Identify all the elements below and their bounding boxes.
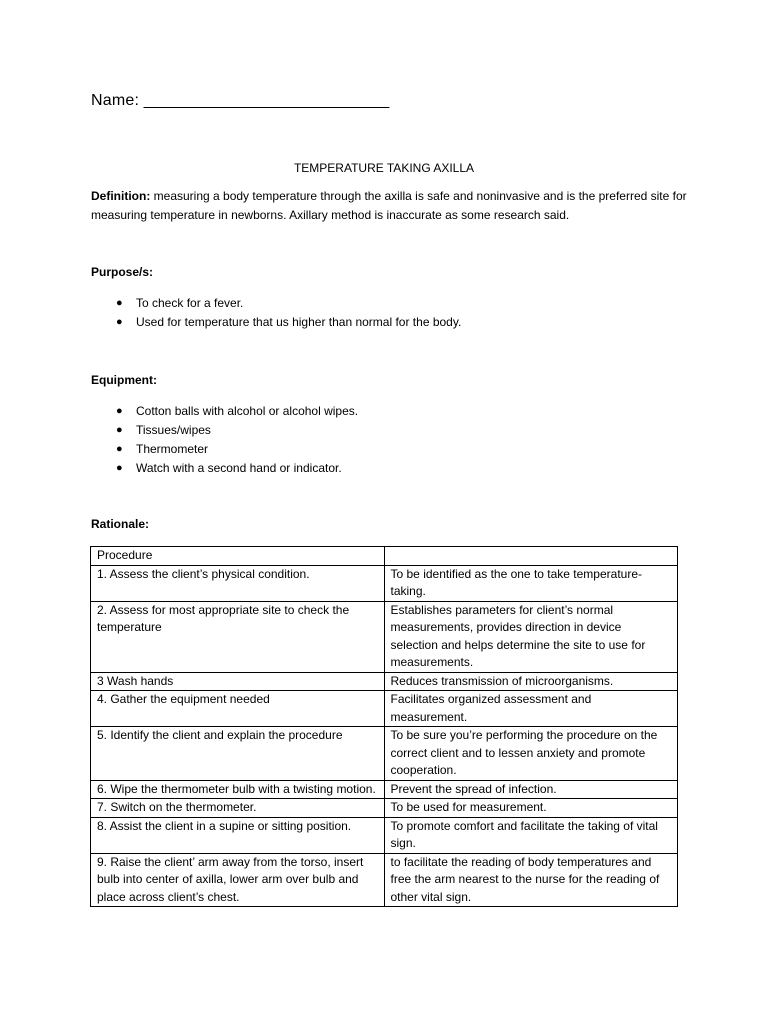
purpose-list [91,294,461,332]
rationale-cell: To be identified as the one to take temperature-taking. [384,565,678,601]
list-item: ● Cotton balls with alcohol or alcohol wipes. [91,402,358,421]
equipment-list [91,402,358,478]
definition-text: measuring a body temperature through the axilla is safe and noninvasive and is the preferred site for measuring temperature in newborns. Axillary method is inaccurate as some research said. [91,189,687,222]
rationale-cell: To be used for measurement. [384,799,678,818]
procedure-cell: 1. Assess the client’s physical condition. [91,565,385,601]
table-row [91,780,678,799]
procedure-column-header: Procedure [91,547,385,566]
list-item: ● Watch with a second hand or indicator. [91,459,358,478]
procedure-cell: 6. Wipe the thermometer bulb with a twisting motion. [91,780,385,799]
rationale-column-header [384,547,678,566]
procedure-cell: 2. Assess for most appropriate site to check the temperature [91,601,385,672]
list-item: ● Used for temperature that us higher than normal for the body. [91,313,461,332]
procedure-cell: 7. Switch on the thermometer. [91,799,385,818]
table-row [91,565,678,601]
bullet-icon: ● [116,424,123,436]
table-row [91,691,678,727]
bullet-icon: ● [116,297,123,309]
rationale-table [90,546,678,907]
bullet-icon: ● [116,462,123,474]
list-item: ● Tissues/wipes [91,421,358,440]
equipment-heading: Equipment: [91,373,157,387]
bullet-icon: ● [116,405,123,417]
bullet-icon: ● [116,316,123,328]
procedure-cell: 5. Identify the client and explain the procedure [91,727,385,781]
procedure-cell: 8. Assist the client in a supine or sitting position. [91,817,385,853]
procedure-cell: 9. Raise the client’ arm away from the torso, insert bulb into center of axilla, lower arm over bulb and place across client’s chest. [91,853,385,907]
table-row [91,817,678,853]
table-row [91,799,678,818]
table-header-row [91,547,678,566]
rationale-cell: Prevent the spread of infection. [384,780,678,799]
rationale-cell: Facilitates organized assessment and measurement. [384,691,678,727]
bullet-icon: ● [116,443,123,455]
list-item: ● Thermometer [91,440,358,459]
list-item: ● To check for a fever. [91,294,461,313]
rationale-cell: Establishes parameters for client’s normal measurements, provides direction in device selection and helps determine the site to use for measurements. [384,601,678,672]
document-title: TEMPERATURE TAKING AXILLA [293,161,475,175]
table-row [91,672,678,691]
table-row [91,727,678,781]
table-row [91,601,678,672]
procedure-cell: 4. Gather the equipment needed [91,691,385,727]
table-row [91,853,678,907]
rationale-cell: To promote comfort and facilitate the taking of vital sign. [384,817,678,853]
rationale-cell: to facilitate the reading of body temperatures and free the arm nearest to the nurse for the reading of other vital sign. [384,853,678,907]
procedure-cell: 3 Wash hands [91,672,385,691]
rationale-cell: To be sure you’re performing the procedure on the correct client and to lessen anxiety and promote cooperation. [384,727,678,781]
rationale-cell: Reduces transmission of microorganisms. [384,672,678,691]
definition-label: Definition: [91,189,151,203]
definition-paragraph [91,187,691,225]
purpose-heading: Purpose/s: [91,265,154,279]
name-field-line: Name: ___________________________ [91,92,390,109]
rationale-heading: Rationale: [91,517,150,531]
